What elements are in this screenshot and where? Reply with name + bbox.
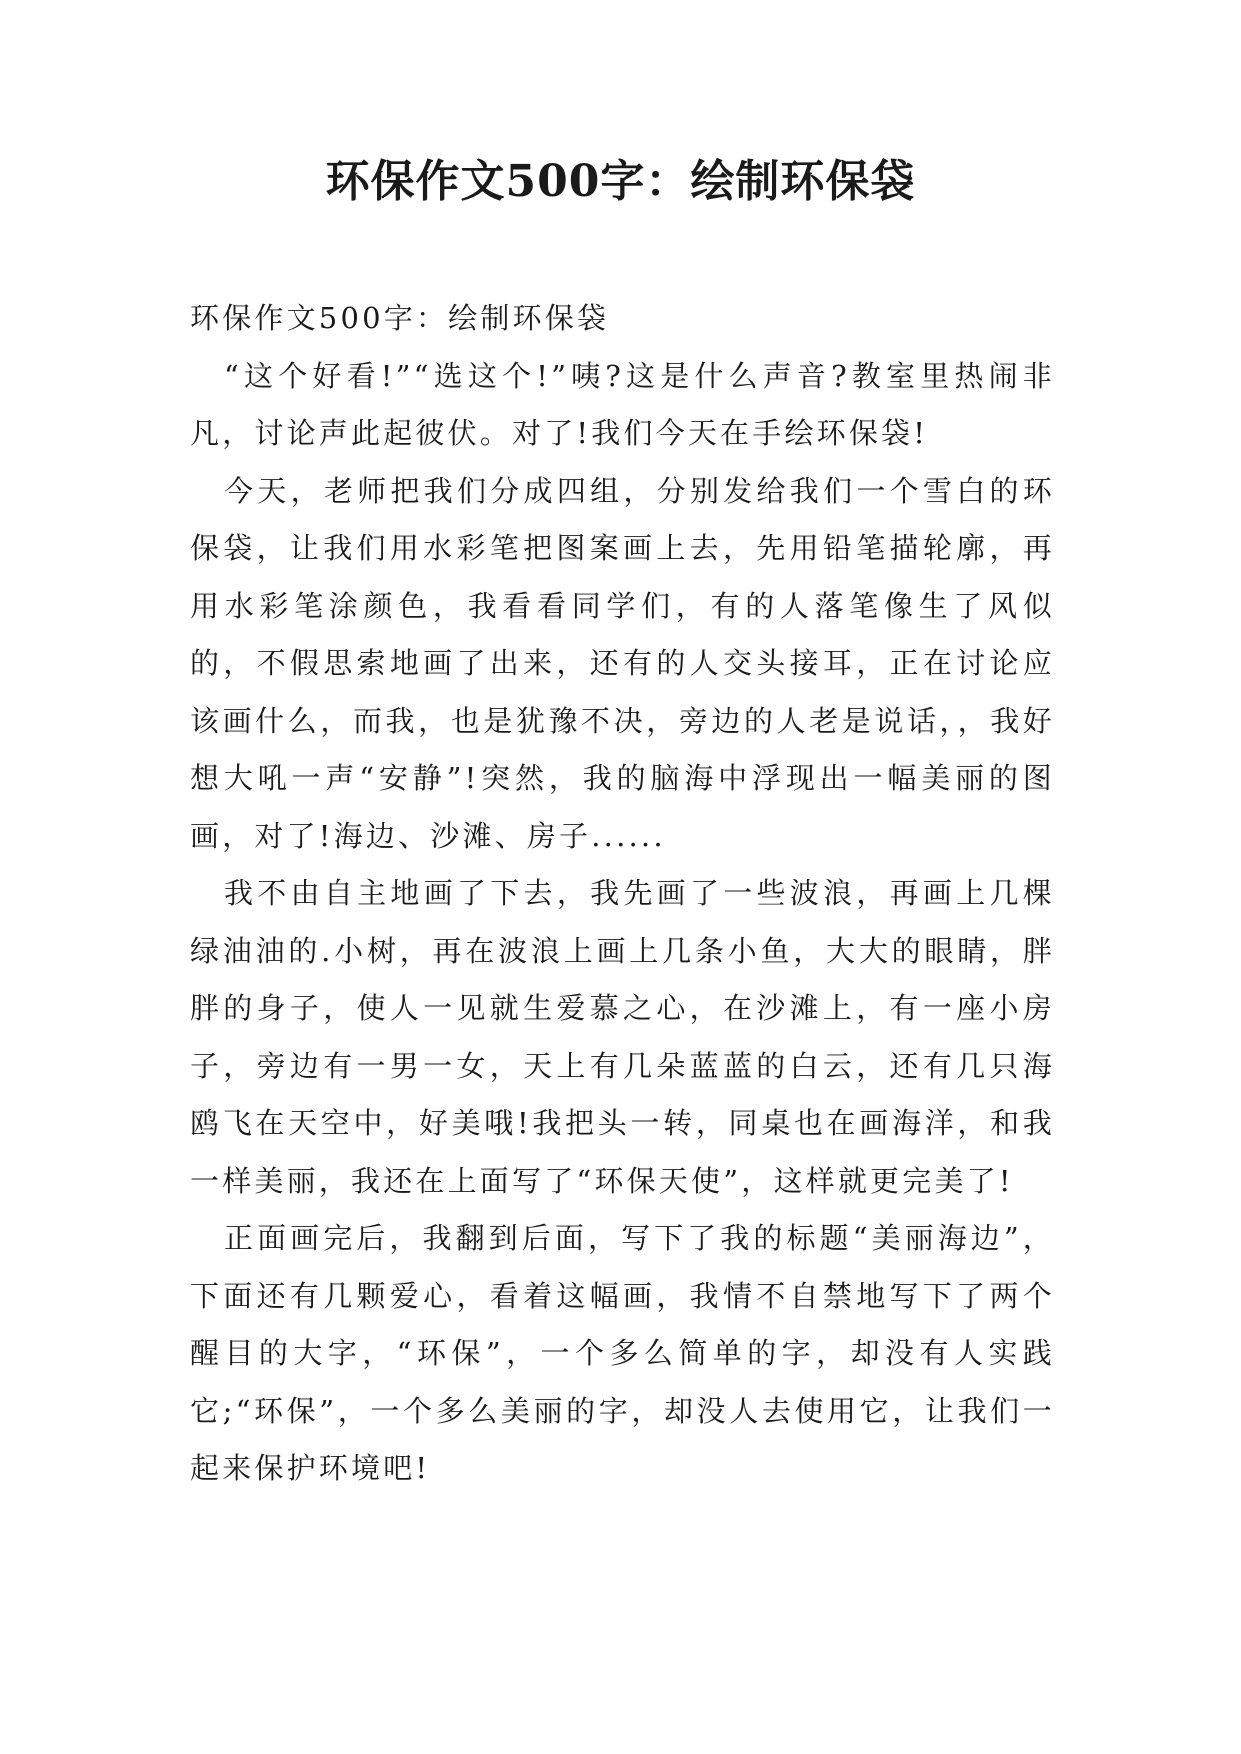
paragraph: 我不由自主地画了下去，我先画了一些波浪，再画上几棵绿油油的.小树，再在波浪上画上几条小鱼，大大的眼睛，胖胖的身子，使人一见就生爱慕之心，在沙滩上，有一座小房子，旁边有一男一女，天上有几朵蓝蓝的白云，还有几只海鸥飞在天空中，好美哦!我把头一转，同桌也在画海洋，和我一样美丽，我还在上面写了“环保天使”，这样就更完美了! <box>190 876 1055 1198</box>
document-title: 环保作文500字：绘制环保袋 <box>325 156 916 207</box>
body-heading: 环保作文500字：绘制环保袋 <box>190 301 610 335</box>
document-body <box>190 290 1055 1498</box>
paragraph: 正面画完后，我翻到后面，写下了我的标题“美丽海边”，下面还有几颗爱心，看着这幅画，我情不自禁地写下了两个醒目的大字，“环保”，一个多么简单的字，却没有人实践它;“环保”，一个多么美丽的字，却没人去使用它，让我们一起来保护环境吧! <box>190 1221 1055 1485</box>
paragraph: 今天，老师把我们分成四组，分别发给我们一个雪白的环保袋，让我们用水彩笔把图案画上去，先用铅笔描轮廓，再用水彩笔涂颜色，我看看同学们，有的人落笔像生了风似的，不假思索地画了出来，还有的人交头接耳，正在讨论应该画什么，而我，也是犹豫不决，旁边的人老是说话，，我好想大吼一声“安静”!突然，我的脑海中浮现出一幅美丽的图画，对了!海边、沙滩、房子...... <box>190 473 1055 853</box>
paragraph: “这个好看!”“选这个!”咦?这是什么声音?教室里热闹非凡，讨论声此起彼伏。对了!我们今天在手绘环保袋! <box>190 358 1055 450</box>
